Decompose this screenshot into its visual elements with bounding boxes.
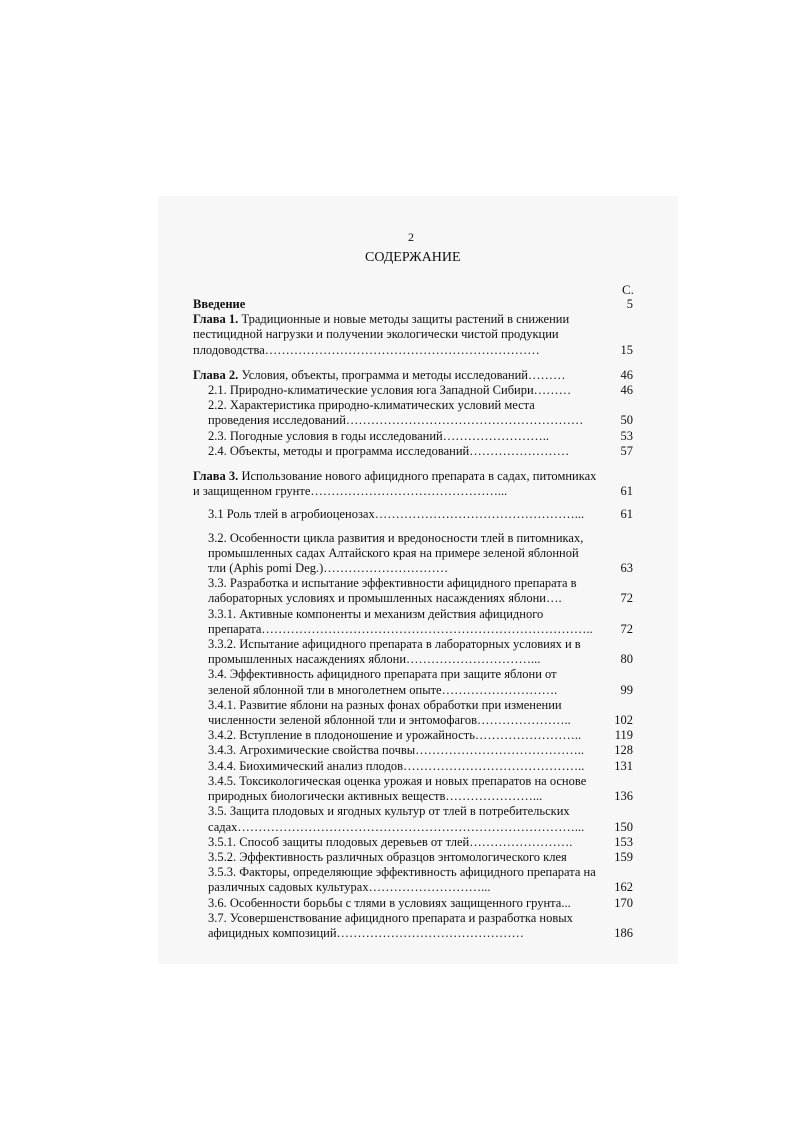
- table-of-contents: [193, 297, 633, 941]
- toc-entry-text: 3.1 Роль тлей в агробиоценозах…………………………………………...: [208, 507, 585, 522]
- toc-entry-3-4-5: [193, 774, 633, 804]
- toc-entry-text: 3.5.2. Эффективность различных образцов энтомологического клея: [208, 849, 567, 864]
- toc-entry-page: 162: [614, 880, 633, 895]
- toc-entry-label: Глава 1.: [193, 312, 239, 327]
- toc-entry-text: 3.3.2. Испытание афицидного препарата в лабораторных условиях и в промышленных насаждениях яблони…………………………...: [208, 637, 581, 667]
- toc-entry-text: 3.3.1. Активные компоненты и механизм действия афицидного препарата……………………………………………………………………..: [208, 606, 593, 636]
- toc-entry-page: 50: [620, 413, 633, 428]
- toc-entry-3-3: [193, 576, 633, 606]
- toc-entry-text: 3.4.2. Вступление в плодоношение и урожайность……………………..: [208, 728, 582, 743]
- toc-entry-text: 3.5. Защита плодовых и ягодных культур от тлей в потребительских садах………………………………………………………………………...: [208, 804, 585, 834]
- toc-entry-page: 15: [620, 342, 633, 357]
- toc-entry-text: 3.4.5. Токсикологическая оценка урожая и новых препаратов на основе природных биологически активных веществ…………………...: [208, 773, 587, 804]
- toc-entry-text: 3.7. Усовершенствование афицидного препарата и разработка новых афицидных композиций………………………………………: [208, 910, 573, 940]
- toc-entry-2-1: [193, 383, 633, 398]
- toc-entry-3-4-3: [193, 743, 633, 758]
- toc-entry-3-2: [193, 531, 633, 577]
- toc-entry-3-5: [193, 804, 633, 834]
- toc-entry-page: 61: [620, 484, 633, 499]
- toc-entry-3-1: [193, 507, 633, 522]
- toc-entry-page: 61: [620, 507, 633, 522]
- toc-entry-page: 5: [626, 297, 633, 311]
- toc-entry-label: Введение: [193, 297, 246, 311]
- toc-entry-page: 72: [620, 621, 633, 636]
- toc-entry-text: Традиционные и новые методы защиты растений в снижении пестицидной нагрузки и получении экологически чистой продукции плодоводства…………………………………………………………: [193, 312, 570, 357]
- toc-entry-page: 80: [620, 652, 633, 667]
- toc-entry-3-3-1: [193, 607, 633, 637]
- toc-entry-2-2: [193, 398, 633, 428]
- toc-entry-page: 159: [614, 849, 633, 864]
- toc-entry-page: 63: [620, 561, 633, 576]
- toc-entry-text: Использование нового афицидного препарата в садах, питомниках и защищенном грунте………………………………………...: [193, 469, 597, 499]
- toc-entry-page: 170: [614, 895, 633, 910]
- toc-entry-text: 3.2. Особенности цикла развития и вредоносности тлей в питомниках, промышленных садах Алтайского края на примере зеленой яблонной тли (Aphis pomi Deg.)…………………………: [208, 530, 584, 576]
- toc-entry-3-6: [193, 896, 633, 911]
- toc-entry-label: Глава 2.: [193, 367, 239, 382]
- toc-entry-text: 3.6. Особенности борьбы с тлями в условиях защищенного грунта...: [208, 895, 571, 910]
- toc-entry-intro: [193, 297, 633, 312]
- toc-entry-3-4: [193, 667, 633, 697]
- toc-entry-text: 2.3. Погодные условия в годы исследований……………………..: [208, 428, 549, 443]
- toc-entry-chapter-1: [193, 312, 633, 358]
- toc-entry-text: 2.1. Природно-климатические условия юга Западной Сибири………: [208, 383, 572, 398]
- toc-entry-2-4: [193, 444, 633, 459]
- toc-entry-text: 3.4.4. Биохимический анализ плодов……………………………………..: [208, 758, 585, 773]
- toc-entry-page: 131: [614, 758, 633, 773]
- toc-entry-3-7: [193, 911, 633, 941]
- toc-entry-page: 99: [620, 682, 633, 697]
- toc-entry-page: 57: [620, 443, 633, 458]
- toc-entry-2-3: [193, 429, 633, 444]
- toc-entry-page: 153: [614, 834, 633, 849]
- toc-entry-3-5-1: [193, 835, 633, 850]
- toc-entry-chapter-3: [193, 469, 633, 499]
- page-title: СОДЕРЖАНИЕ: [365, 250, 461, 265]
- toc-entry-3-5-3: [193, 865, 633, 895]
- toc-entry-3-3-2: [193, 637, 633, 667]
- page-number: 2: [408, 230, 414, 244]
- toc-entry-text: 3.5.3. Факторы, определяющие эффективность афицидного препарата на различных садовых культурах………………………...: [208, 865, 596, 895]
- toc-entry-text: 2.4. Объекты, методы и программа исследований……………………: [208, 443, 570, 458]
- toc-entry-chapter-2: [193, 368, 633, 383]
- toc-entry-page: 136: [614, 789, 633, 804]
- toc-entry-3-4-1: [193, 698, 633, 728]
- page-column-header: С.: [622, 282, 634, 297]
- toc-entry-page: 46: [620, 367, 633, 382]
- toc-entry-page: 72: [620, 591, 633, 606]
- toc-entry-3-5-2: [193, 850, 633, 865]
- toc-entry-page: 186: [614, 925, 633, 940]
- toc-entry-text: 3.4.1. Развитие яблони на разных фонах обработки при изменении численности зеленой яблонной тли и энтомофагов…………………..: [208, 697, 571, 728]
- toc-entry-text: 3.3. Разработка и испытание эффективности афицидного препарата в лабораторных условиях и промышленных насаждениях яблони….: [208, 576, 577, 606]
- toc-entry-text: 3.5.1. Способ защиты плодовых деревьев от тлей…………………….: [208, 834, 573, 849]
- toc-entry-label: Глава 3.: [193, 469, 239, 484]
- toc-entry-page: 53: [620, 428, 633, 443]
- toc-entry-text: 3.4.3. Агрохимические свойства почвы…………………………………..: [208, 743, 584, 758]
- toc-entry-text: 3.4. Эффективность афицидного препарата при защите яблони от зеленой яблонной тли в многолетнем опыте……………………….: [208, 667, 558, 697]
- toc-entry-3-4-2: [193, 728, 633, 743]
- toc-entry-page: 128: [614, 743, 633, 758]
- toc-entry-page: 46: [620, 383, 633, 398]
- toc-entry-page: 119: [614, 728, 633, 743]
- toc-entry-text: 2.2. Характеристика природно-климатических условий места проведения исследований…………………………………………………: [208, 398, 584, 428]
- toc-entry-page: 102: [614, 713, 633, 728]
- toc-entry-3-4-4: [193, 759, 633, 774]
- toc-entry-text: Условия, объекты, программа и методы исследований………: [238, 367, 566, 382]
- toc-entry-page: 150: [614, 819, 633, 834]
